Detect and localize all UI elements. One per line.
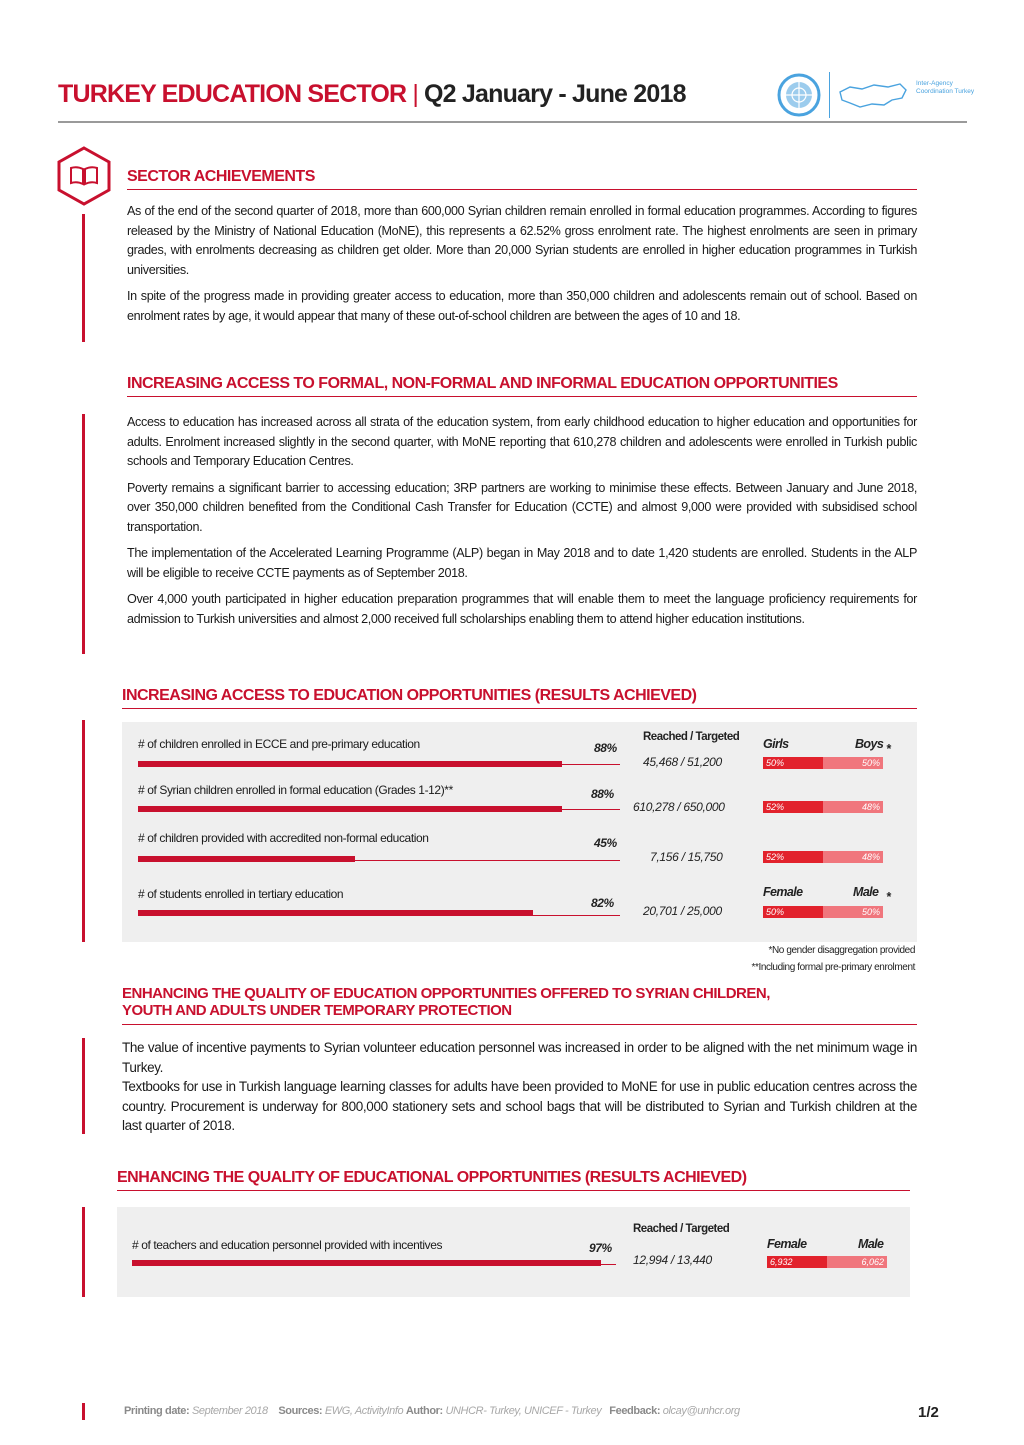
indicator-label: # of students enrolled in tertiary education (138, 887, 344, 901)
boys-share-badge: 50% (823, 757, 883, 769)
header-divider (58, 121, 967, 123)
section-accent-bar (82, 1207, 85, 1297)
sources-value: EWG, ActivityInfo (324, 1405, 404, 1417)
quality-results-title: ENHANCING THE QUALITY OF EDUCATIONAL OPPORTUNITIES (RESULTS ACHIEVED) (117, 1169, 747, 1186)
boys-share-badge: 48% (823, 801, 883, 813)
indicator-percent: 97% (589, 1241, 612, 1255)
quality-results-rule (117, 1190, 910, 1191)
sources-label: Sources: (278, 1405, 323, 1417)
access-rule (127, 396, 917, 397)
boys-header: Boys (855, 737, 884, 751)
no-disaggregation-mark: * (886, 890, 891, 904)
page-number: 1/2 (918, 1404, 939, 1421)
reached-targeted: 7,156 / 15,750 (650, 850, 723, 864)
reached-header: Reached / Targeted (643, 731, 740, 743)
access-paragraph: Over 4,000 youth participated in higher education preparation programmes that will enable them to meet the language proficiency requirements for admission to Turkish universities and almost 2,000 received full scholarships enabling them to attend higher education institutions. (127, 592, 917, 626)
progress-bar (138, 806, 562, 812)
logo-text: Inter-Agency Coordination Turkey (916, 80, 975, 95)
access-paragraph: Access to education has increased across all strata of the education system, from early childhood education to higher education and opportunities for adults. Enrolment increased slightly in the second quarter, with MoNE reporting that 610,278 children and adolescents were enrolled in Turkish public schools and Temporary Education Centres. (127, 415, 917, 468)
section-accent-bar (82, 214, 85, 342)
footnote: **Including formal pre-primary enrolment (751, 962, 915, 973)
achievements-title: SECTOR ACHIEVEMENTS (127, 168, 315, 185)
access-body (127, 413, 917, 636)
feedback-label: Feedback: (609, 1405, 661, 1417)
reached-targeted: 20,701 / 25,000 (643, 904, 722, 918)
girls-share-badge: 52% (763, 851, 823, 863)
printing-label: Printing date: (124, 1405, 190, 1417)
quality-title-line: ENHANCING THE QUALITY OF EDUCATION OPPORTUNITIES OFFERED TO SYRIAN CHILDREN, (122, 985, 770, 1002)
footer-credits (124, 1405, 740, 1417)
quality-paragraph: Textbooks for use in Turkish language learning classes for adults have been provided to MoNE for use in public education centres across the country. Procurement is underway for 800,000 stationery sets and school bags that will be distributed to Syrian and Turkish children at the last quarter of 2018. (122, 1079, 917, 1133)
progress-bar (138, 910, 533, 916)
access-paragraph: Poverty remains a significant barrier to accessing education; 3RP partners are working to minimise these effects. Between January and June 2018, over 350,000 children benefited from the Conditional Cash Transfer for Education (CCTE) and almost 9,000 were provided with subsidised school transportation. (127, 480, 917, 534)
indicator-percent: 82% (591, 896, 614, 910)
turkey-map-icon (836, 78, 908, 112)
achievements-rule (127, 189, 917, 190)
footnote: *No gender disaggregation provided (768, 945, 915, 956)
female-count-badge: 6,932 (767, 1256, 827, 1268)
boys-share-badge: 48% (823, 851, 883, 863)
no-disaggregation-mark: * (886, 742, 891, 756)
feedback-email[interactable]: olcay@unhcr.org (662, 1405, 740, 1417)
section-accent-bar (82, 720, 85, 942)
indicator-percent: 88% (594, 741, 617, 755)
male-share-badge: 50% (823, 906, 883, 918)
male-header: Male (858, 1237, 884, 1251)
reached-targeted: 610,278 / 650,000 (633, 800, 725, 814)
section-accent-bar (82, 1038, 85, 1134)
reached-targeted: 12,994 / 13,440 (633, 1253, 712, 1267)
indicator-percent: 45% (594, 836, 617, 850)
access-paragraph: The implementation of the Accelerated Learning Programme (ALP) began in May 2018 and to date 1,420 students are enrolled. Students in the ALP will be eligible to receive CCTE payments as of September 2018. (127, 546, 917, 580)
logo-divider (829, 72, 830, 118)
book-icon (56, 146, 112, 206)
female-header: Female (767, 1237, 807, 1251)
author-label: Author: (405, 1405, 443, 1417)
quality-results-panel (117, 1207, 910, 1297)
girls-header: Girls (763, 737, 789, 751)
quality-title-line: YOUTH AND ADULTS UNDER TEMPORARY PROTECTION (122, 1002, 512, 1019)
quality-title (122, 985, 770, 1019)
reached-targeted: 45,468 / 51,200 (643, 755, 722, 769)
report-period: Q2 January - June 2018 (424, 80, 686, 108)
girls-share-badge: 52% (763, 801, 823, 813)
progress-bar (132, 1260, 601, 1266)
progress-bar (138, 761, 562, 767)
quality-paragraph: The value of incentive payments to Syrian volunteer education personnel was increased in order to be aligned with the net minimum wage in Turkey. (122, 1040, 917, 1075)
progress-bar (138, 856, 355, 862)
indicator-label: # of children provided with accredited non-formal education (138, 831, 429, 845)
male-header: Male (853, 885, 879, 899)
achievements-paragraph: As of the end of the second quarter of 2018, more than 600,000 Syrian children remain enrolled in formal education programmes. According to figures released by the Ministry of National Education (MoNE), this represents a 62.52% gross enrolment rate. The highest enrolments are seen in primary grades, with enrolments decreasing as children get older. More than 20,000 Syrian students are enrolled in higher education programmes in Turkish universities. (127, 204, 917, 277)
access-results-rule (122, 708, 917, 709)
achievements-body (127, 202, 917, 333)
section-accent-bar (82, 414, 85, 654)
access-results-title: INCREASING ACCESS TO EDUCATION OPPORTUNITIES (RESULTS ACHIEVED) (122, 687, 697, 704)
access-title: INCREASING ACCESS TO FORMAL, NON-FORMAL AND INFORMAL EDUCATION OPPORTUNITIES (127, 375, 838, 392)
quality-body (122, 1038, 917, 1136)
indicator-label: # of teachers and education personnel provided with incentives (132, 1238, 443, 1252)
printing-value: September 2018 (191, 1405, 268, 1417)
author-value: UNHCR- Turkey, UNICEF - Turkey (445, 1405, 602, 1417)
report-title: TURKEY EDUCATION SECTOR (58, 80, 407, 108)
page-title (58, 80, 686, 109)
female-share-badge: 50% (763, 906, 823, 918)
female-header: Female (763, 885, 803, 899)
girls-share-badge: 50% (763, 757, 823, 769)
indicator-percent: 88% (591, 787, 614, 801)
achievements-paragraph: In spite of the progress made in providing greater access to education, more than 350,000 children and adolescents remain out of school. Based on enrolment rates by age, it would appear that many of these out-of-school children are between the ages of 10 and 18. (127, 289, 917, 323)
un-emblem-icon (774, 72, 824, 118)
footer-accent-bar (82, 1403, 85, 1420)
indicator-label: # of Syrian children enrolled in formal education (Grades 1-12)** (138, 783, 453, 797)
reached-header: Reached / Targeted (633, 1223, 730, 1235)
quality-rule (122, 1024, 917, 1025)
title-separator: | (412, 80, 419, 108)
indicator-label: # of children enrolled in ECCE and pre-primary education (138, 737, 420, 751)
male-count-badge: 6,062 (827, 1256, 887, 1268)
